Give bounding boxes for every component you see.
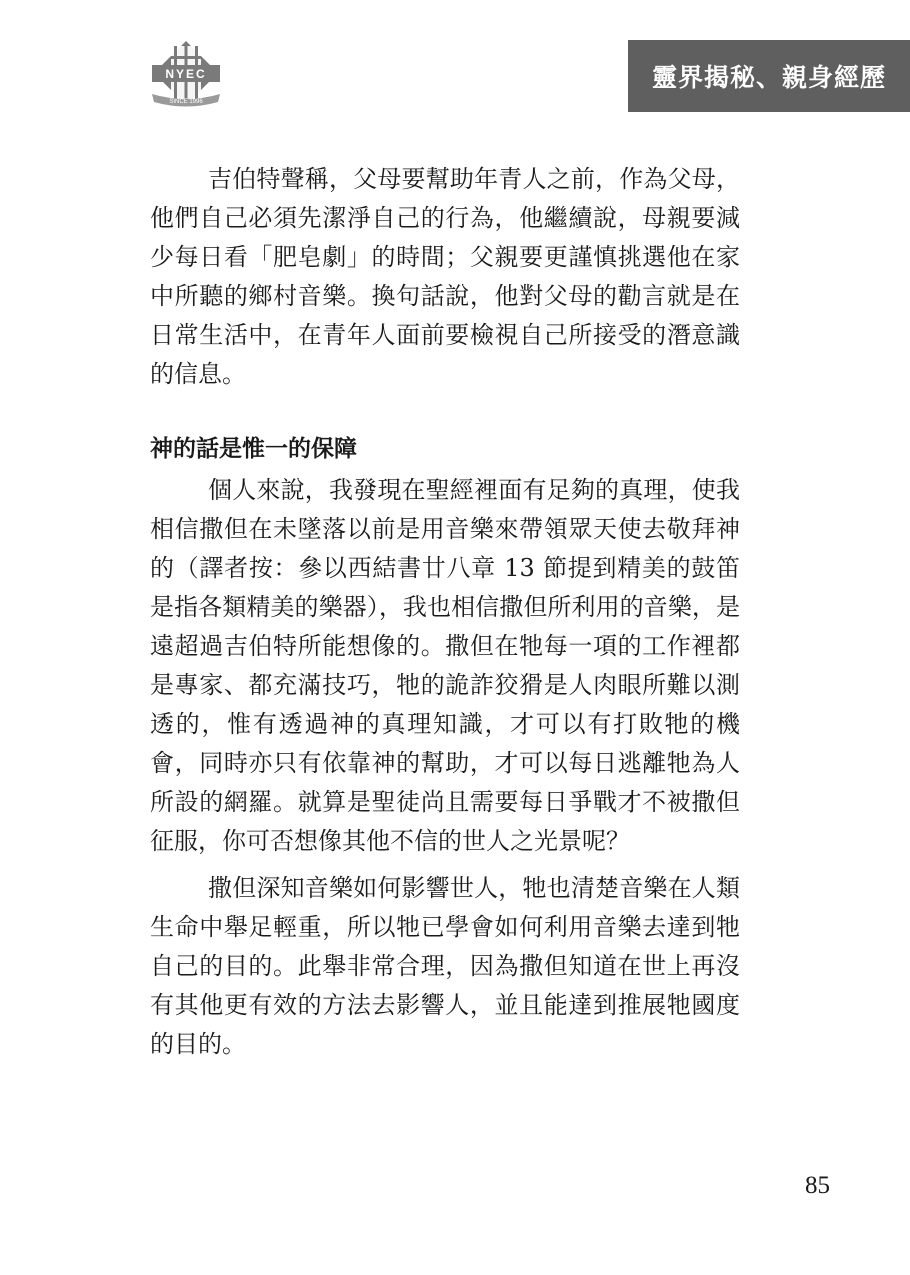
- page-number: 85: [805, 1172, 830, 1199]
- section-heading: 神的話是惟一的保障: [150, 436, 357, 462]
- paragraph-3: 撒但深知音樂如何影響世人，牠也清楚音樂在人類生命中舉足輕重，所以牠已學會如何利用音樂去達到牠自己的目的。此舉非常合理，因為撒但知道在世上再沒有其他更有效的方法去影響人，並且能達到推展牠國度的目的。: [150, 874, 740, 1058]
- chapter-header-band: [628, 40, 910, 112]
- page-body: [150, 160, 740, 1064]
- paragraph-2: 個人來說，我發現在聖經裡面有足夠的真理，使我相信撒但在未墜落以前是用音樂來帶領眾天使去敬拜神的（譯者按：參以西結書廿八章 13 節提到精美的鼓笛是指各類精美的樂器），我也相信撒但所利用的音樂，是遠超過吉伯特所能想像的。撒但在牠每一項的工作裡都是專家、都充滿技巧，牠的詭詐狡猾是人肉眼所難以測透的，惟有透過神的真理知識，才可以有打敗牠的機會，同時亦只有依靠神的幫助，才可以每日逃離牠為人所設的網羅。就算是聖徒尚且需要每日爭戰才不被撒但征服，你可否想像其他不信的世人之光景呢？: [150, 476, 740, 855]
- logo-text: NYEC: [165, 67, 207, 81]
- chapter-title: 靈界揭秘、親身經歷: [651, 63, 886, 92]
- paragraph-1: 吉伯特聲稱，父母要幫助年青人之前，作為父母，他們自己必須先潔淨自己的行為，他繼續說，母親要減少每日看「肥皂劇」的時間；父親要更謹慎挑選他在家中所聽的鄉村音樂。換句話說，他對父母的勸言就是在日常生活中，在青年人面前要檢視自己所接受的潛意識的信息。: [150, 165, 740, 388]
- logo-tagline: SINCE 1996: [169, 99, 203, 105]
- nyec-logo: [148, 38, 224, 110]
- nyec-logo-mark: [148, 38, 224, 110]
